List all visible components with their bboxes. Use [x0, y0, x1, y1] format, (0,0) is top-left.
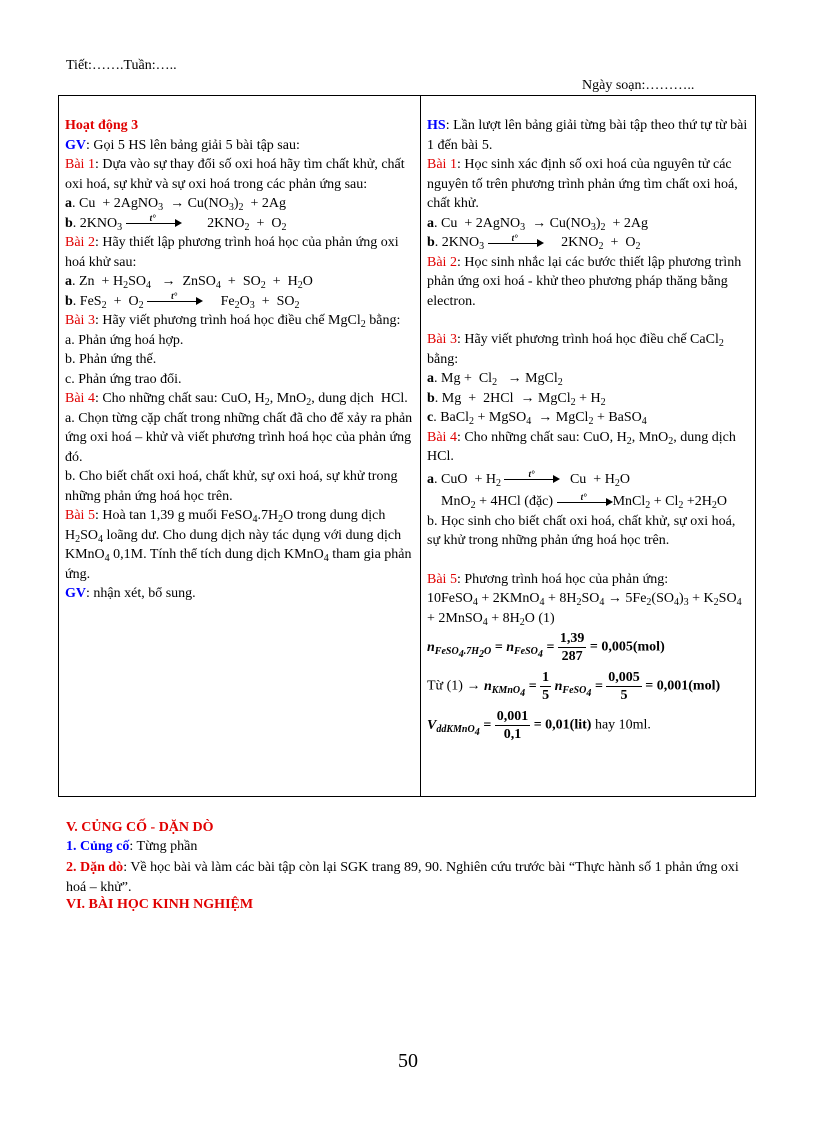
gv2-label: GV	[65, 586, 86, 601]
calc-line-3: $V_{ddKMnO_4}$ = $\frac{0,001}{0,1}$ = 0,01(lit) hay 10ml.	[427, 709, 651, 742]
equation-1b: b. $2KNO_3$ t° $2KNO_2 + O_2$	[65, 213, 287, 233]
dando-line: 2. Dặn dò: Về học bài và làm các bài tập còn lại SGK trang 89, 90. Nghiên cứu trước bài “Thực hành số 1 phản ứng oxi hoá – khử”.	[66, 860, 739, 895]
r-equation-3a: a. $Mg + Cl_2$ → MgCl$_2$	[427, 371, 563, 388]
bai5-label: Bài 5	[65, 508, 95, 523]
bai3-text: : Hãy viết phương trình hoá học điều chế MgCl	[94, 313, 361, 328]
equation-1a: a. Cu + 2AgNO$_3$ → $Cu(NO_3)_2 + 2Ag$	[65, 196, 286, 213]
bai3-b: b. Phản ứng thế.	[65, 352, 157, 367]
cungco-line: 1. Củng cố: Từng phần	[66, 839, 198, 854]
page-number: 50	[398, 1050, 418, 1072]
bai4-b: b. Cho biết chất oxi hoá, chất khử, sự oxi hoá, sự khử trong những phản ứng hoá học trên.	[65, 469, 398, 504]
lesson-table	[58, 95, 756, 797]
calc-line-2: Từ $(1) \to n_{KMnO_4}$ = $\frac{1}{5}$ $n_{FeSO_4}$ = $\frac{0,005}{5}$ = 0,001(mol)	[427, 670, 721, 703]
student-column: HS: Lần lượt lên bảng giải từng bài tập theo thứ tự từ bài 1 đến bài 5. Bài 1: Học sinh xác định số oxi hoá của nguyên tử các nguyên tố trên phương trình phản ứng tìm chất oxi hoá, chất khử. a. Cu + 2AgNO$_3$ → $Cu(NO_3)_2 + 2Ag$ b. $2KNO_3$ t° $2KNO_2 + O_2$ Bài 2: Học sinh nhắc lại các bước thiết lập phương trình phản ứng oxi hoá - khử theo phương pháp thăng bằng electron. Bài 3: Hãy viết phương trình hoá học điều chế CaCl$_2$ bằng: a. $Mg + Cl_2$ → MgCl$_2$ b. Mg + 2HCl → MgCl$_2$ + $H_2$ c. BaCl$_2$ + MgSO$_4$ → MgCl$_2$ + BaSO$_4$ Bài 4: Cho những chất sau: CuO, $H_2$, MnO$_2$, dung dịch HCl. a. CuO + $H_2$ t° $Cu + H_2O$ MnO$_2$ + 4HCl (đặc) t° MnCl$_2$ + $Cl_2 +2H_2O$ b. Học sinh cho biết chất oxi hoá, chất khử, sự oxi hoá, sự khử trong những phản ứng hoá học trên. Bài 5: Phương trình hoá học của phản ứng: 10FeSO$_4$ + 2KMnO$_4$ + $8H_2SO_4 \to 5Fe_2(SO_4)_3 + K_2SO_4$ + 2MnSO$_4$ + $8H_2O$ (1) $n_{FeSO_4.7H_2O} = n_{FeSO_4}$ = $\frac{1,39}{287}$ = 0,005(mol) Từ $(1) \to n_{KMnO_4}$ = $\frac{1}{5}$ $n_{FeSO_4}$ = $\frac{0,005}{5}$ = 0,001(mol) $V_{ddKMnO_4}$ = $\frac{0,001}{0,1}$ = 0,01(lit) hay 10ml.	[421, 96, 756, 797]
r-bai5-text: : Phương trình hoá học của phản ứng:	[456, 571, 669, 587]
bai1-text: : Dựa vào sự thay đổi số oxi hoá hãy tìm chất khử, chất oxi hoá, sự khử và sự oxi hoá trong các phản ứng sau:	[65, 157, 405, 192]
r-bai3-label: Bài 3	[427, 332, 457, 347]
r-bai1-label: Bài 1	[427, 157, 457, 172]
section-v-title: V. CỦNG CỐ - DẶN DÒ	[66, 820, 214, 835]
bai3-label: Bài 3	[65, 313, 95, 328]
r-equation-3b: b. Mg + 2HCl → MgCl$_2$ + $H_2$	[427, 390, 606, 408]
teacher-column: Hoạt động 3 GV: Gọi 5 HS lên bảng giải 5 bài tập sau: Bài 1: Dựa vào sự thay đổi số oxi hoá hãy tìm chất khử, chất oxi hoá, sự khử và sự oxi hoá trong các phản ứng sau: a. Cu + 2AgNO$_3$ → $Cu(NO_3)_2 + 2Ag$ b. $2KNO_3$ t° $2KNO_2 + O_2$ Bài 2: Hãy thiết lập phương trình hoá học của phản ứng oxi hoá khử sau: a. $Zn + H_2SO_4$ → ZnSO$_4$ + $SO_2 + H_2O$ b. $FeS_2 + O_2$ t° $Fe_2O_3 + SO_2$ Bài 3: Hãy viết phương trình hoá học điều chế MgCl$_2$ bằng: a. Phản ứng hoá hợp. b. Phản ứng thế. c. Phản ứng trao đổi. Bài 4: Cho những chất sau: CuO, $H_2$, MnO$_2$, dung dịch HCl. a. Chọn từng cặp chất trong những chất đã cho để xảy ra phản ứng oxi hoá – khử và viết phương trình hoá học của phản ứng đó. b. Cho biết chất oxi hoá, chất khử, sự oxi hoá, sự khử trong những phản ứng hoá học trên. Bài 5: Hoà tan 1,39 g muối $FeSO_4.7H_2O$ trong dung dịch $H_2SO_4$ loãng dư. Cho dung dịch này tác dụng với dung dịch KMnO$_4$ 0,1M. Tính thể tích dung dịch KMnO$_4$ tham gia phản ứng. GV: nhận xét, bổ sung.	[59, 96, 421, 797]
lesson-header: Tiết:…….Tuần:…..	[66, 58, 177, 73]
hs-label: HS	[427, 118, 446, 133]
r-equation-1b: b. $2KNO_3$ t° $2KNO_2 + O_2$	[427, 232, 641, 252]
equation-2b: b. $FeS_2 + O_2$ t° $Fe_2O_3 + SO_2$	[65, 291, 300, 311]
r-bai4-b: b. Học sinh cho biết chất oxi hoá, chất khử, sự oxi hoá, sự khử trong những phản ứng hoá học trên.	[427, 513, 736, 548]
bai4-a: a. Chọn từng cặp chất trong những chất đã cho để xảy ra phản ứng oxi hoá – khử và viết phương trình hoá học của phản ứng đó.	[65, 410, 413, 465]
gv-text: : Gọi 5 HS lên bảng giải 5 bài tập sau:	[86, 137, 300, 153]
bai5-text: : Hoà tan 1,39 g muối FeSO	[94, 508, 253, 523]
gv2-text: : nhận xét, bổ sung.	[86, 586, 196, 601]
r-bai2-text: : Học sinh nhắc lại các bước thiết lập phương trình phản ứng oxi hoá - khử theo phương pháp thăng bằng electron.	[427, 254, 742, 309]
r-bai5-label: Bài 5	[427, 571, 457, 587]
bai1-label: Bài 1	[65, 157, 95, 172]
activity-title: Hoạt động 3	[65, 118, 139, 133]
hs-text: : Lần lượt lên bảng giải từng bài tập theo thứ tự từ bài 1 đến bài 5.	[427, 118, 748, 153]
bai2-text: : Hãy thiết lập phương trình hoá học của phản ứng oxi hoá khử sau:	[65, 235, 399, 270]
bai4-text: : Cho những chất sau: CuO, H	[94, 391, 265, 406]
gv-label: GV	[65, 137, 86, 153]
bai3-c: c. Phản ứng trao đổi.	[65, 371, 182, 387]
r-equation-4a: a. CuO + $H_2$ t° $Cu + H_2O$	[427, 469, 630, 489]
r-equation-3c: c. BaCl$_2$ + MgSO$_4$ → MgCl$_2$ + BaSO$_4$	[427, 410, 647, 427]
r-bai4-text: : Cho những chất sau: CuO, H	[456, 429, 627, 445]
r-equation-1a: a. Cu + 2AgNO$_3$ → $Cu(NO_3)_2 + 2Ag$	[427, 215, 648, 233]
r-bai1-text: : Học sinh xác định số oxi hoá của nguyên tử các nguyên tố trên phương trình phản ứng tìm chất oxi hoá, chất khử.	[427, 157, 738, 211]
r-equation-4b: MnO$_2$ + 4HCl (đặc) t° MnCl$_2$ + $Cl_2 +2H_2O$	[441, 491, 728, 511]
r-bai2-label: Bài 2	[427, 254, 457, 270]
bai3-a: a. Phản ứng hoá hợp.	[65, 332, 184, 348]
section-vi-title: VI. BÀI HỌC KINH NGHIỆM	[66, 897, 254, 912]
date-header: Ngày soạn:………..	[582, 78, 695, 93]
bai2-label: Bài 2	[65, 235, 95, 250]
bai4-label: Bài 4	[65, 391, 95, 406]
r-equation-5: 10FeSO$_4$ + 2KMnO$_4$ + $8H_2SO_4 \to 5Fe_2(SO_4)_3 + K_2SO_4$ + 2MnSO$_4$ + $8H_2O$ (1)	[427, 591, 742, 628]
equation-2a: a. $Zn + H_2SO_4$ → ZnSO$_4$ + $SO_2 + H_2O$	[65, 274, 313, 291]
calc-line-1: $n_{FeSO_4.7H_2O} = n_{FeSO_4}$ = $\frac{1,39}{287}$ = 0,005(mol)	[427, 631, 665, 664]
r-bai4-label: Bài 4	[427, 429, 457, 445]
r-bai3-text: : Hãy viết phương trình hoá học điều chế CaCl	[456, 332, 719, 347]
